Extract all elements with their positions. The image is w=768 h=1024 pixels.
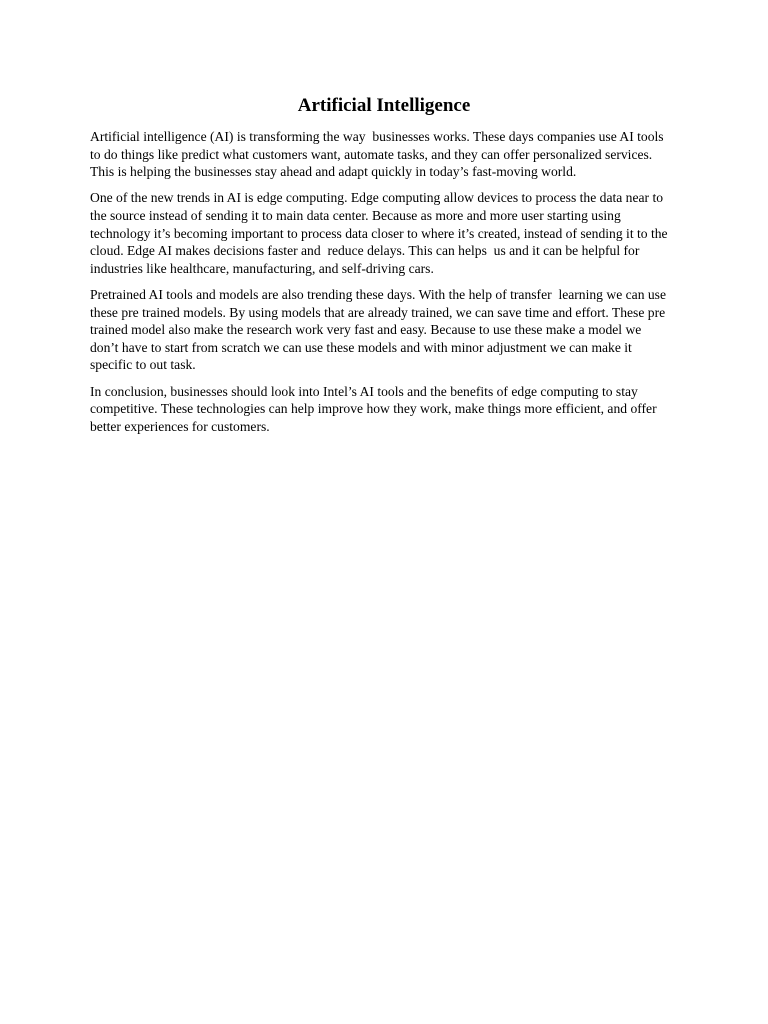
text-line: don’t have to start from scratch we can use these models and with minor adjustment we can make it (90, 339, 632, 355)
text-line: competitive. These technologies can help improve how they work, make things more efficient, and offer (90, 401, 657, 417)
text-line: One of the new trends in AI is edge computing. Edge computing allow devices to process the data near to (90, 190, 664, 206)
text-line: This is helping the businesses stay ahead and adapt quickly in today’s fast-moving world. (90, 164, 577, 180)
text-line: better experiences for customers. (90, 418, 270, 434)
text-line: to do things like predict what customers want, automate tasks, and they can offer personalized services. (90, 146, 653, 162)
text-line: In conclusion, businesses should look into Intel’s AI tools and the benefits of edge computing to stay (90, 383, 638, 399)
text-line: technology it’s becoming important to process data closer to where it’s created, instead of sending it to the (90, 225, 668, 241)
text-line: industries like healthcare, manufacturing, and self-driving cars. (90, 260, 434, 276)
text-line: Artificial intelligence (AI) is transforming the way businesses works. These days companies use AI tools (90, 129, 664, 144)
paragraph-conclusion (90, 383, 682, 436)
document-body (90, 128, 682, 444)
text-line: cloud. Edge AI makes decisions faster and reduce delays. This can helps us and it can be helpful for (90, 243, 640, 259)
text-line: Pretrained AI tools and models are also trending these days. With the help of transfer learning we can use (90, 286, 667, 302)
text-line: specific to out task. (90, 357, 196, 373)
text-line: these pre trained models. By using models that are already trained, we can save time and effort. These pre (90, 304, 666, 320)
document-title: Artificial Intelligence (297, 95, 471, 116)
text-line: trained model also make the research work very fast and easy. Because to use these make a model we (90, 322, 642, 338)
paragraph-pretrained-models (90, 286, 682, 374)
paragraph-edge-computing (90, 189, 682, 277)
text-line: the source instead of sending it to main data center. Because as more and more user starting using (90, 207, 621, 223)
paragraph-intro (90, 128, 682, 181)
